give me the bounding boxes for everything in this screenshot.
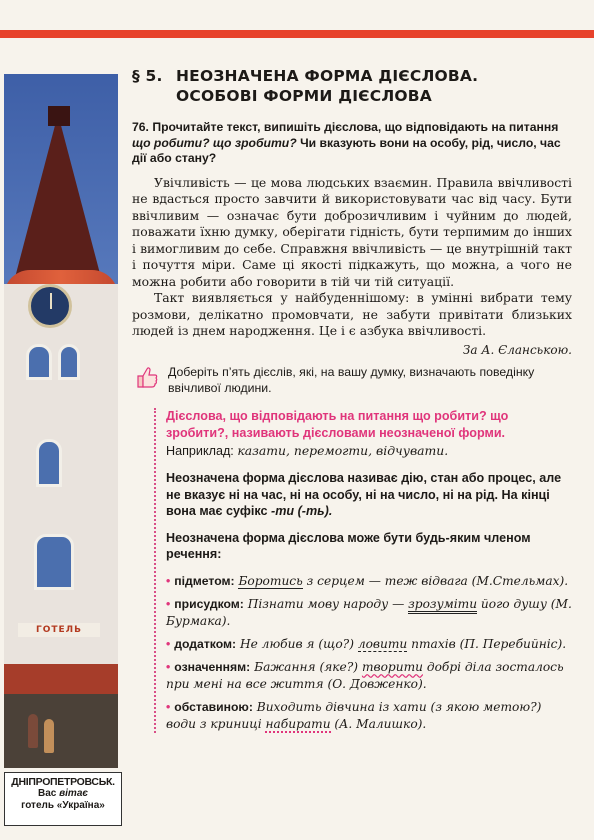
hotel-sign: ГОТЕЛЬ	[18, 623, 100, 637]
definition-examples: казати, перемогти, відчувати.	[237, 443, 449, 458]
bullet-icon: •	[166, 596, 171, 611]
bullet-icon: •	[166, 573, 171, 588]
clock-icon	[28, 284, 72, 328]
member-attribute: • означенням: Бажання (яке?) творити добрі діла зосталось при мені на все життя (О. Довженко).	[166, 659, 564, 691]
tower-spire	[48, 106, 70, 126]
sentence-members-list	[166, 573, 572, 733]
task-text-1: Прочитайте текст, випишіть дієслова, що відповідають на питання	[152, 120, 559, 134]
definition	[166, 408, 572, 460]
member-object: • додатком: Не любив я (що?) ловити птахів (П. Перебийніс).	[166, 636, 567, 651]
top-accent-bar	[0, 30, 594, 38]
rule-paragraph-2: Неозначена форма дієслова може бути будь-яким членом речення:	[166, 530, 531, 561]
reading-paragraph-1: Увічливість — це мова людських взаємин. Правила ввічливості не вдасться просто завчити й використовувати час від часу. Бути ввічливим — означає бути доброзичливим і чуйним до людей, поважати їхню думку, оберігати гідність, бути терпимим до інших і вимогливим до себе. Справжня ввічливість — це внутрішній такт і почуття міри. Саме ці якості підкажуть, що можна, а чого не можна робити або говорити в тій чи тій ситуації.	[132, 174, 572, 289]
section-title-line1: НЕОЗНАЧЕНА ФОРМА ДІЄСЛОВА.	[176, 67, 479, 85]
task-question-1: що робити?	[132, 135, 210, 150]
window	[36, 439, 62, 487]
window	[58, 344, 80, 380]
suffix: -ти (-ть).	[271, 504, 333, 518]
rule-box	[154, 408, 572, 733]
member-subject: • підметом: Боротись з серцем — теж відвага (М.Стельмах).	[166, 573, 569, 588]
member-predicate: • присудком: Пізнати мову народу — зрозуміти його душу (М. Бурмака).	[166, 596, 572, 628]
person-figure	[28, 714, 38, 748]
hotel-photo	[4, 74, 118, 768]
street	[4, 694, 118, 768]
person-figure	[44, 719, 54, 753]
reading-paragraph-2: Такт виявляється у найбуденнішому: в умінні вибрати тему розмови, делікатно промовчати, не забути привітати близьких людей із днем народження. Це і є азбука ввічливості.	[132, 290, 572, 338]
main-content	[132, 66, 572, 733]
task-number: 76.	[132, 120, 149, 134]
task-76	[132, 120, 572, 167]
window	[26, 344, 52, 380]
caption-city: ДНІПРОПЕТРОВСЬК.	[11, 776, 115, 788]
exercise-text: Доберіть п’ять дієслів, які, на вашу думку, визначають поведінку ввічливої людини.	[168, 365, 535, 395]
bullet-icon: •	[166, 699, 171, 714]
reading-source: За А. Єланською.	[462, 342, 572, 357]
caption-line-2: Вас вітає	[37, 788, 89, 799]
definition-highlight: Дієслова, що відповідають на питання що робити? що зробити?, називають дієсловами неозначеної форми.	[166, 409, 509, 440]
reading-text	[132, 175, 572, 359]
tower-roof	[12, 114, 104, 289]
caption-line-3: готель «Україна»	[21, 800, 105, 811]
section-title-line2: ОСОБОВІ ФОРМИ ДІЄСЛОВА	[176, 87, 432, 105]
bullet-icon: •	[166, 659, 171, 674]
task-question-2: що зробити?	[212, 135, 297, 150]
thumbs-up-hand-icon	[134, 364, 160, 390]
window	[34, 534, 74, 590]
photo-caption	[4, 772, 122, 826]
exercise-prompt	[132, 364, 572, 396]
rule-paragraph-1: Неозначена форма дієслова називає дію, стан або процес, але не вказує ні на час, ні на особу, ні на число, ні на рід. На кінці вона має суфікс -ти (-ть).	[166, 471, 562, 518]
section-heading	[132, 66, 572, 106]
task-text-2: Чи вказують вони на особу, рід, число, час дії або стану?	[132, 135, 561, 165]
bullet-icon: •	[166, 636, 171, 651]
awning	[4, 664, 118, 694]
section-number: § 5.	[132, 67, 163, 85]
definition-example-label: Наприклад:	[166, 444, 234, 458]
member-adverbial: • обставиною: Виходить дівчина із хати (з якою метою?) води з криниці набирати (А. Малишко).	[166, 699, 542, 731]
